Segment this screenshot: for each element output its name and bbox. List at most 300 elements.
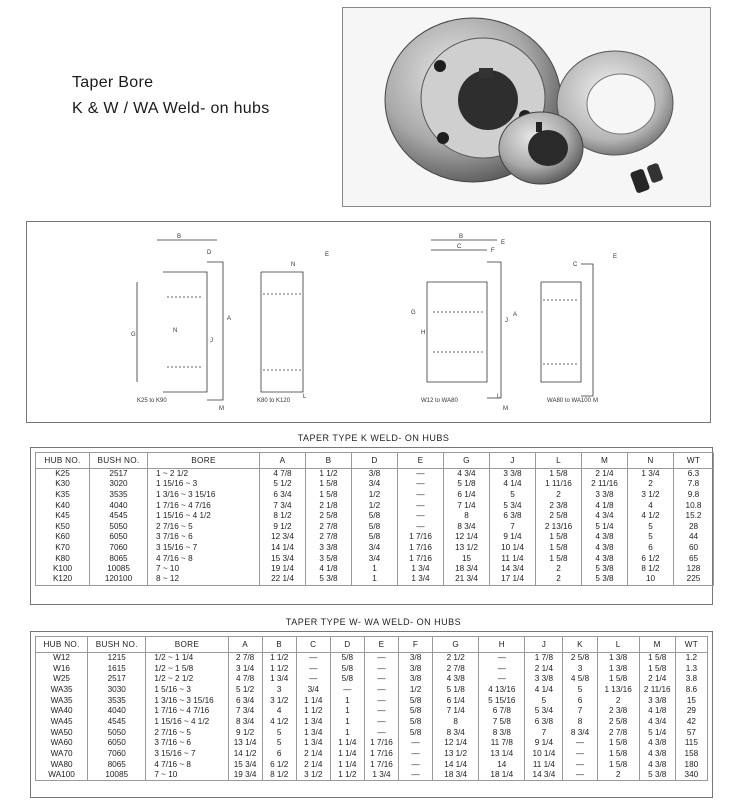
table-cell: 5 xyxy=(563,685,597,696)
table-cell: — xyxy=(479,663,525,674)
table-cell: 5 1/4 xyxy=(639,727,675,738)
table-cell: 19 3/4 xyxy=(228,770,262,781)
table-cell: 1 5/8 xyxy=(536,543,582,554)
table-cell: 1 1/4 xyxy=(330,759,364,770)
table-cell: 1 5/8 xyxy=(597,749,639,760)
column-header: BORE xyxy=(148,453,260,469)
table-cell: 1 3/8 xyxy=(597,653,639,664)
table-cell: 4 7/8 xyxy=(260,469,306,480)
table-row xyxy=(36,490,714,501)
table-cell: — xyxy=(479,653,525,664)
table-cell: 15 xyxy=(444,553,490,564)
table-cell: 1/2 xyxy=(399,685,433,696)
table-cell: WA80 xyxy=(36,759,88,770)
table-cell: 3030 xyxy=(88,685,146,696)
table-cell: 1 3/4 xyxy=(398,564,444,575)
table-cell: — xyxy=(364,674,398,685)
table-cell: 1 1/2 xyxy=(262,653,296,664)
table-cell: 4 3/8 xyxy=(582,543,628,554)
table-cell: 3 1/2 xyxy=(628,490,674,501)
table-cell: 1 3/4 xyxy=(296,727,330,738)
table-cell: — xyxy=(398,500,444,511)
table-cell: 2 7/8 xyxy=(228,653,262,664)
svg-text:K80 to K120: K80 to K120 xyxy=(257,398,291,404)
column-header: E xyxy=(364,637,398,653)
table-cell: 1 3/4 xyxy=(296,738,330,749)
table-cell: 3/4 xyxy=(352,543,398,554)
table-row xyxy=(36,770,708,781)
table-cell: 4 3/8 xyxy=(639,738,675,749)
table-cell: 2 7/16 ~ 5 xyxy=(148,521,260,532)
table-cell: 5 xyxy=(262,727,296,738)
table-cell: 8065 xyxy=(90,553,148,564)
table-cell: — xyxy=(364,685,398,696)
table-cell: 2517 xyxy=(88,674,146,685)
table-cell: 7 xyxy=(525,727,563,738)
table-cell: 14 3/4 xyxy=(490,564,536,575)
drawing-k25 xyxy=(131,234,231,412)
table-cell: 5 3/8 xyxy=(306,574,352,585)
column-header: D xyxy=(352,453,398,469)
table-cell: 7 1/4 xyxy=(444,500,490,511)
table-cell: 6 7/8 xyxy=(479,706,525,717)
svg-text:G: G xyxy=(131,332,136,338)
table-cell: 4 3/8 xyxy=(433,674,479,685)
table-cell: 8 xyxy=(563,717,597,728)
table-cell: — xyxy=(364,653,398,664)
table-row xyxy=(36,759,708,770)
svg-text:A: A xyxy=(227,316,232,322)
table-cell: WA60 xyxy=(36,738,88,749)
table-cell: 1 1/2 xyxy=(296,706,330,717)
table-cell: 4 xyxy=(262,706,296,717)
table-cell: 2 3/8 xyxy=(536,500,582,511)
table-cell: 2 xyxy=(597,695,639,706)
table-cell: — xyxy=(364,706,398,717)
table-row xyxy=(36,653,708,664)
table-cell: 3 3/8 xyxy=(306,543,352,554)
table-cell: 6 1/2 xyxy=(628,553,674,564)
table-cell: — xyxy=(479,674,525,685)
table-cell: 1 15/16 ~ 4 1/2 xyxy=(146,717,228,728)
column-header: J xyxy=(490,453,536,469)
table-cell: 5/8 xyxy=(330,653,364,664)
table-cell: 3/4 xyxy=(352,479,398,490)
table-cell: 7 3/4 xyxy=(260,500,306,511)
table-cell: 2 7/8 xyxy=(306,532,352,543)
table-cell: 14 1/4 xyxy=(433,759,479,770)
title-weld-on-hubs: K & W / WA Weld- on hubs xyxy=(72,100,270,117)
table-cell: 2 5/8 xyxy=(563,653,597,664)
table-cell: — xyxy=(398,521,444,532)
table-cell: 3 1/2 xyxy=(296,770,330,781)
table-cell: 1615 xyxy=(88,663,146,674)
table-cell: 5/8 xyxy=(399,717,433,728)
table-cell: 42 xyxy=(675,717,707,728)
table-cell: 6 1/4 xyxy=(433,695,479,706)
table-row xyxy=(36,749,708,760)
table-cell: K60 xyxy=(36,532,90,543)
drawing-k80 xyxy=(257,252,329,404)
table-cell: 8 3/4 xyxy=(228,717,262,728)
table-cell: 11 1/4 xyxy=(490,553,536,564)
table-cell: 1.2 xyxy=(675,653,707,664)
table-cell: 1 5/8 xyxy=(536,553,582,564)
table-cell: 6050 xyxy=(90,532,148,543)
table-cell: 5 xyxy=(628,521,674,532)
table-cell: 13 1/4 xyxy=(479,749,525,760)
table-cell: 3/4 xyxy=(296,685,330,696)
table-cell: 10085 xyxy=(88,770,146,781)
table-cell: 3 15/16 ~ 7 xyxy=(146,749,228,760)
table-cell: 4 3/8 xyxy=(639,759,675,770)
table-cell: 1 3/4 xyxy=(296,717,330,728)
svg-text:A: A xyxy=(513,312,518,318)
column-header: G xyxy=(433,637,479,653)
table-cell: 44 xyxy=(674,532,714,543)
table-cell: 1 1/4 xyxy=(296,695,330,706)
table-cell: 6 1/2 xyxy=(262,759,296,770)
table-w-header-row xyxy=(36,637,708,653)
table-cell: 7060 xyxy=(90,543,148,554)
table-cell: 5 3/8 xyxy=(639,770,675,781)
table-cell: — xyxy=(563,749,597,760)
table-cell: 4 3/4 xyxy=(639,717,675,728)
table-cell: K45 xyxy=(36,511,90,522)
table-cell: 4 3/8 xyxy=(582,553,628,564)
table-cell: 1 xyxy=(352,564,398,575)
column-header: D xyxy=(330,637,364,653)
table-cell: — xyxy=(364,695,398,706)
table-cell: K120 xyxy=(36,574,90,585)
table-cell: 1 3/4 xyxy=(262,674,296,685)
column-header: N xyxy=(628,453,674,469)
table-cell: 5 xyxy=(490,490,536,501)
table-cell: 7 xyxy=(490,521,536,532)
table-cell: 1 5/16 ~ 3 xyxy=(146,685,228,696)
table-cell: 4 1/2 xyxy=(628,511,674,522)
table-cell: 4 3/8 xyxy=(639,749,675,760)
table-cell: WA35 xyxy=(36,695,88,706)
table-cell: 5050 xyxy=(88,727,146,738)
table-cell: 3 3/8 xyxy=(582,490,628,501)
table-cell: 3 3/8 xyxy=(639,695,675,706)
table-cell: 1 3/8 xyxy=(597,663,639,674)
table-cell: WA70 xyxy=(36,749,88,760)
table-row xyxy=(36,469,714,480)
table-k xyxy=(35,452,714,586)
table-cell: K80 xyxy=(36,553,90,564)
table-cell: 57 xyxy=(675,727,707,738)
table-cell: 3535 xyxy=(90,490,148,501)
table-cell: 1 xyxy=(330,727,364,738)
table-row xyxy=(36,738,708,749)
column-header: A xyxy=(228,637,262,653)
table-cell: 2 7/8 xyxy=(597,727,639,738)
table-cell: 3.8 xyxy=(675,674,707,685)
table-cell: 8 xyxy=(433,717,479,728)
table-cell: 10085 xyxy=(90,564,148,575)
table-cell: 1 xyxy=(330,717,364,728)
table-w xyxy=(35,636,708,781)
title-taper-bore: Taper Bore xyxy=(72,74,154,91)
table-cell: 1 7/16 ~ 4 7/16 xyxy=(148,500,260,511)
table-cell: 5 3/8 xyxy=(582,574,628,585)
table-cell: 5 xyxy=(525,695,563,706)
table-row xyxy=(36,543,714,554)
column-header: HUB NO. xyxy=(36,453,90,469)
table-cell: 3 3/8 xyxy=(490,469,536,480)
table-cell: 6 1/4 xyxy=(444,490,490,501)
table-row xyxy=(36,685,708,696)
table-cell: 3/8 xyxy=(399,674,433,685)
table-cell: 2 xyxy=(536,574,582,585)
table-cell: 4 5/8 xyxy=(563,674,597,685)
table-k-container xyxy=(30,447,713,605)
table-cell: 2 11/16 xyxy=(639,685,675,696)
table-cell: — xyxy=(296,674,330,685)
svg-text:M: M xyxy=(219,406,224,412)
table-row xyxy=(36,500,714,511)
table-cell: — xyxy=(563,738,597,749)
table-cell: 4 3/4 xyxy=(444,469,490,480)
table-cell: 29 xyxy=(675,706,707,717)
table-cell: 128 xyxy=(674,564,714,575)
table-cell: 2 1/4 xyxy=(296,749,330,760)
table-cell: 2 xyxy=(628,479,674,490)
table-cell: 7 ~ 10 xyxy=(146,770,228,781)
table-cell: 8065 xyxy=(88,759,146,770)
table-cell: 8.6 xyxy=(675,685,707,696)
table-cell: 13 1/2 xyxy=(433,749,479,760)
table-cell: 7 3/4 xyxy=(228,706,262,717)
svg-text:H: H xyxy=(421,330,426,336)
table-cell: 8 3/4 xyxy=(563,727,597,738)
table-row xyxy=(36,574,714,585)
table-cell: 8 3/4 xyxy=(433,727,479,738)
table-cell: 11 7/8 xyxy=(479,738,525,749)
table-cell: 1 7/16 xyxy=(364,738,398,749)
table-cell: K70 xyxy=(36,543,90,554)
table-cell: 6 xyxy=(563,695,597,706)
table-cell: K30 xyxy=(36,479,90,490)
column-header: G xyxy=(444,453,490,469)
table-cell: 22 1/4 xyxy=(260,574,306,585)
table-cell: 340 xyxy=(675,770,707,781)
table-cell: 1 xyxy=(330,706,364,717)
table-cell: 4 7/16 ~ 8 xyxy=(148,553,260,564)
table-cell: 3 5/8 xyxy=(306,553,352,564)
table-cell: 10 1/4 xyxy=(525,749,563,760)
svg-text:C: C xyxy=(457,244,462,250)
table-cell: 180 xyxy=(675,759,707,770)
svg-text:G: G xyxy=(411,310,416,316)
table-cell: 4 7/8 xyxy=(228,674,262,685)
table-cell: 2 1/2 xyxy=(433,653,479,664)
table-cell: 1.3 xyxy=(675,663,707,674)
table-cell: 6.3 xyxy=(674,469,714,480)
table-cell: 5/8 xyxy=(399,727,433,738)
svg-text:E: E xyxy=(613,254,618,260)
table-cell: 8 3/8 xyxy=(479,727,525,738)
table-cell: 7 xyxy=(563,706,597,717)
svg-text:J: J xyxy=(210,338,213,344)
table-cell: 1/2 xyxy=(352,490,398,501)
table-k-caption: TAPER TYPE K WELD- ON HUBS xyxy=(297,433,450,443)
table-cell: 9.8 xyxy=(674,490,714,501)
table-cell: 1215 xyxy=(88,653,146,664)
table-cell: 5 xyxy=(262,738,296,749)
table-cell: 3/8 xyxy=(352,469,398,480)
table-cell: 1 3/4 xyxy=(364,770,398,781)
table-cell: 65 xyxy=(674,553,714,564)
table-cell: — xyxy=(399,770,433,781)
table-cell: 2 1/4 xyxy=(525,663,563,674)
column-header: M xyxy=(639,637,675,653)
table-cell: 1 7/16 xyxy=(364,759,398,770)
table-cell: 14 1/2 xyxy=(228,749,262,760)
table-cell: 1 5/8 xyxy=(639,663,675,674)
table-cell: 4 1/4 xyxy=(490,479,536,490)
table-cell: 3020 xyxy=(90,479,148,490)
table-cell: 15 xyxy=(675,695,707,706)
table-cell: 6 3/8 xyxy=(525,717,563,728)
table-cell: K50 xyxy=(36,521,90,532)
column-header: H xyxy=(479,637,525,653)
table-cell: 12 1/4 xyxy=(433,738,479,749)
table-cell: 4 1/8 xyxy=(306,564,352,575)
svg-text:C: C xyxy=(573,262,578,268)
dimension-drawings-svg xyxy=(27,222,712,424)
column-header: BORE xyxy=(146,637,228,653)
svg-text:N: N xyxy=(291,262,296,268)
table-cell: 5/8 xyxy=(399,706,433,717)
table-cell: 7 1/4 xyxy=(433,706,479,717)
table-w-caption: TAPER TYPE W- WA WELD- ON HUBS xyxy=(285,617,462,627)
table-cell: 2 5/8 xyxy=(306,511,352,522)
table-cell: 1 13/16 xyxy=(597,685,639,696)
table-cell: 1 5/8 xyxy=(597,674,639,685)
table-row xyxy=(36,564,714,575)
table-cell: 5 3/4 xyxy=(490,500,536,511)
table-cell: 4 xyxy=(628,500,674,511)
table-cell: 1/2 ~ 1 1/4 xyxy=(146,653,228,664)
table-cell: 5/8 xyxy=(352,521,398,532)
svg-text:M: M xyxy=(503,406,508,412)
svg-text:B: B xyxy=(459,234,464,240)
table-cell: — xyxy=(563,759,597,770)
table-cell: 4 13/16 xyxy=(479,685,525,696)
table-cell: 12 1/4 xyxy=(444,532,490,543)
table-cell: 1 7/16 xyxy=(398,532,444,543)
table-cell: 2 xyxy=(536,490,582,501)
svg-text:J: J xyxy=(505,318,508,324)
table-cell: 5050 xyxy=(90,521,148,532)
column-header: BUSH NO. xyxy=(88,637,146,653)
table-cell: WA45 xyxy=(36,717,88,728)
column-header: J xyxy=(525,637,563,653)
table-cell: 6 xyxy=(262,749,296,760)
table-cell: 1 5/8 xyxy=(597,738,639,749)
table-cell: 2 1/4 xyxy=(639,674,675,685)
svg-text:WA80 to WA100: WA80 to WA100 xyxy=(547,398,591,404)
table-cell: 2 13/16 xyxy=(536,521,582,532)
table-cell: 21 3/4 xyxy=(444,574,490,585)
table-cell: 19 1/4 xyxy=(260,564,306,575)
table-cell: 3/8 xyxy=(399,653,433,664)
table-cell: 1 1/4 xyxy=(330,738,364,749)
table-cell: 7 5/8 xyxy=(479,717,525,728)
svg-text:E: E xyxy=(501,240,506,246)
table-cell: 14 xyxy=(479,759,525,770)
column-header: BUSH NO. xyxy=(90,453,148,469)
table-cell: WA50 xyxy=(36,727,88,738)
table-cell: 10 xyxy=(628,574,674,585)
table-cell: 8 1/2 xyxy=(262,770,296,781)
table-row xyxy=(36,521,714,532)
table-cell: 6 xyxy=(628,543,674,554)
dimension-drawings xyxy=(26,221,711,423)
table-cell: 4 1/8 xyxy=(582,500,628,511)
svg-text:K25 to K90: K25 to K90 xyxy=(137,398,167,404)
table-cell: 2 xyxy=(597,770,639,781)
table-cell: 8 1/2 xyxy=(260,511,306,522)
table-cell: 1 7/16 xyxy=(364,749,398,760)
table-cell: 6 3/8 xyxy=(490,511,536,522)
column-header: M xyxy=(582,453,628,469)
svg-text:W12 to WA80: W12 to WA80 xyxy=(421,398,458,404)
table-cell: 1/2 ~ 2 1/2 xyxy=(146,674,228,685)
table-row xyxy=(36,706,708,717)
table-cell: — xyxy=(364,727,398,738)
table-cell: — xyxy=(364,717,398,728)
table-cell: 1 7/8 xyxy=(525,653,563,664)
table-cell: 1 3/4 xyxy=(398,574,444,585)
table-cell: 10.8 xyxy=(674,500,714,511)
svg-text:D: D xyxy=(207,250,212,256)
table-cell: 14 1/4 xyxy=(260,543,306,554)
table-cell: 1 1/2 xyxy=(262,663,296,674)
table-cell: 9 1/4 xyxy=(490,532,536,543)
table-cell: 2517 xyxy=(90,469,148,480)
table-cell: 17 1/4 xyxy=(490,574,536,585)
table-cell: 1 11/16 xyxy=(536,479,582,490)
table-cell: 1 5/8 xyxy=(306,479,352,490)
table-cell: W25 xyxy=(36,674,88,685)
table-cell: 2 7/8 xyxy=(306,521,352,532)
table-cell: 1 xyxy=(352,574,398,585)
table-cell: 5 1/8 xyxy=(433,685,479,696)
table-row xyxy=(36,674,708,685)
svg-text:B: B xyxy=(177,234,182,240)
table-cell: 7.8 xyxy=(674,479,714,490)
table-cell: 158 xyxy=(675,749,707,760)
table-cell: 3535 xyxy=(88,695,146,706)
table-cell: 1 5/8 xyxy=(306,490,352,501)
table-cell: 1 5/8 xyxy=(639,653,675,664)
table-cell: 1 xyxy=(330,695,364,706)
table-cell: 1 15/16 ~ 4 1/2 xyxy=(148,511,260,522)
table-cell: — xyxy=(563,770,597,781)
table-cell: 5 1/8 xyxy=(444,479,490,490)
table-cell: 3 1/2 xyxy=(262,695,296,706)
table-cell: 5 xyxy=(628,532,674,543)
table-cell: 5 1/2 xyxy=(260,479,306,490)
table-cell: 1 1/2 xyxy=(330,770,364,781)
table-cell: 5 15/16 xyxy=(479,695,525,706)
table-cell: 2 3/8 xyxy=(597,706,639,717)
column-header: C xyxy=(296,637,330,653)
